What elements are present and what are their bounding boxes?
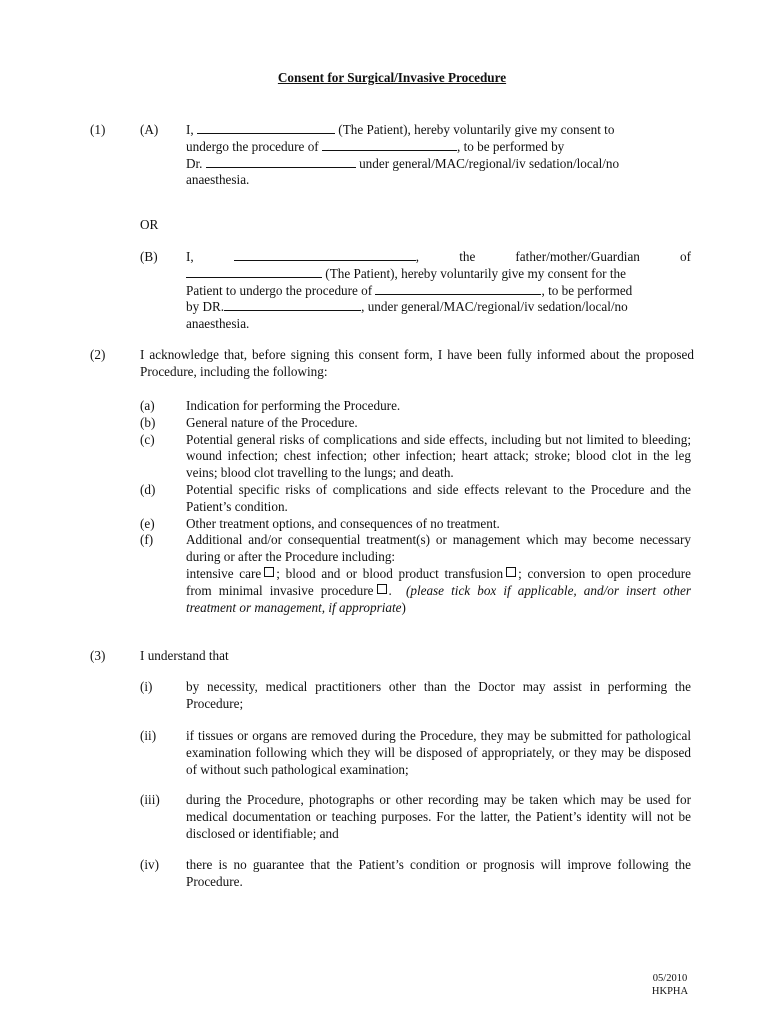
list-item-text: by necessity, medical practitioners other than the Doctor may assist in performing the Procedure;: [186, 679, 691, 711]
section-3-intro: I understand that: [140, 648, 229, 663]
option-a-line-4: anaesthesia.: [186, 172, 250, 188]
option-b-line-1c: the: [459, 249, 476, 264]
footer-org: HKPHA: [651, 986, 689, 997]
option-a-line-3a: Dr.: [186, 155, 206, 171]
footer-date: 05/2010: [652, 973, 688, 984]
section-3-item-i: [140, 679, 691, 713]
transfusion-label: ; blood and or blood product transfusion: [276, 565, 504, 581]
footer: [640, 972, 700, 998]
list-item-text: if tissues or organs are removed during the Procedure, they may be submitted for pathological examination following which they will be disposed of appropriately, or they may be disposed of without such pathological examination;: [186, 728, 691, 777]
section-3-item-ii: [140, 728, 691, 778]
list-item-text: Other treatment options, and consequences of no treatment.: [186, 515, 500, 531]
guardian-name-field[interactable]: [234, 249, 416, 261]
option-b-line-1b: ,: [415, 249, 420, 264]
option-b-line-1e: of: [680, 249, 691, 264]
list-item-text: there is no guarantee that the Patient’s condition or prognosis will improve following the Procedure.: [186, 857, 691, 889]
intensive-care-label: intensive care: [186, 565, 262, 581]
list-item-text: Indication for performing the Procedure.: [186, 398, 401, 413]
option-b-label: (B): [140, 249, 158, 264]
option-a-line-2b: , to be performed by: [456, 138, 565, 154]
option-b-line-3b: , to be performed: [541, 282, 633, 298]
list-item: [140, 516, 691, 533]
list-item: [140, 415, 691, 432]
option-b-text: [186, 249, 691, 333]
section-2-list: [140, 398, 691, 616]
item-f-line-1: Additional and/or consequential treatment(s) or management which may become necessary during or after the Procedure including:: [186, 532, 691, 565]
option-a-text: [186, 122, 691, 189]
option-b-line-3a: Patient to undergo the procedure of: [186, 282, 376, 298]
list-item-label: (iv): [140, 857, 160, 872]
option-a-line-1a: I,: [186, 122, 197, 137]
option-a-label: (A): [140, 122, 159, 137]
intensive-care-checkbox[interactable]: [264, 567, 274, 577]
patient-name-field[interactable]: [197, 122, 335, 134]
option-a-line-2a: undergo the procedure of: [186, 138, 322, 154]
list-item-f: [140, 532, 691, 616]
list-item-label: (c): [140, 431, 155, 447]
option-b-line-1a: I,: [186, 249, 194, 264]
section-2-intro: I acknowledge that, before signing this consent form, I have been fully informed about the proposed Procedure, including the following:: [140, 347, 694, 379]
list-item-label: (b): [140, 414, 156, 430]
b-doctor-name-field[interactable]: [224, 299, 361, 311]
conversion-label: ; conversion to open procedure from minimal invasive procedure: [186, 565, 692, 598]
list-item-label: (i): [140, 679, 153, 694]
option-b-line-4b: , under general/MAC/regional/iv sedation/local/no: [361, 299, 628, 315]
tick-box-note: (please tick box if applicable, and/or insert other treatment or management, if appropriate: [186, 582, 691, 615]
list-item-text: [186, 532, 691, 616]
list-item: [140, 432, 691, 482]
page-title: Consent for Surgical/Invasive Procedure: [277, 70, 507, 85]
conversion-period: .: [388, 582, 392, 598]
section-3-number: (3): [90, 648, 106, 663]
option-a-line-1b: (The Patient), hereby voluntarily give my consent to: [335, 122, 615, 137]
or-separator: OR: [140, 217, 159, 232]
list-item-label: (a): [140, 398, 155, 413]
list-item-label: (ii): [140, 728, 157, 743]
section-1-number: (1): [90, 122, 106, 137]
list-item-label: (d): [140, 481, 156, 497]
section-2-number: (2): [90, 347, 106, 362]
doctor-name-field[interactable]: [206, 156, 356, 168]
list-item: [140, 398, 691, 415]
section-3-item-iv: [140, 857, 691, 891]
list-item-label: (iii): [140, 792, 160, 807]
b-patient-name-field[interactable]: [186, 266, 322, 278]
procedure-name-field[interactable]: [322, 139, 457, 151]
section-3-item-iii: [140, 792, 691, 842]
list-item-label: (e): [140, 515, 155, 531]
transfusion-checkbox[interactable]: [506, 567, 516, 577]
option-b-line-4a: by DR.: [186, 299, 225, 315]
list-item-text: General nature of the Procedure.: [186, 414, 358, 430]
b-procedure-name-field[interactable]: [375, 283, 541, 295]
option-b-line-1d: father/mother/Guardian: [515, 249, 640, 264]
tick-box-note-close: ): [401, 599, 406, 615]
list-item-text: Potential general risks of complications and side effects, including but not limited to bleeding; wound infection; chest infection; other infection; heart attack; stroke; blood clot in the leg veins; blood clot travelling to the lungs; and death.: [186, 431, 691, 481]
list-item-text: during the Procedure, photographs or other recording may be taken which may be used for medical documentation or teaching purposes. For the latter, the Patient’s identity will not be disclosed or identifiable; and: [186, 792, 691, 841]
conversion-checkbox[interactable]: [377, 584, 387, 594]
list-item-label: (f): [140, 532, 154, 548]
option-b-line-2: (The Patient), hereby voluntarily give my consent for the: [322, 265, 626, 281]
list-item: [140, 482, 691, 516]
option-b-line-5: anaesthesia.: [186, 316, 250, 332]
option-a-line-3b: under general/MAC/regional/iv sedation/local/no: [355, 155, 620, 171]
list-item-text: Potential specific risks of complications and side effects relevant to the Procedure and the Patient’s condition.: [186, 481, 691, 514]
